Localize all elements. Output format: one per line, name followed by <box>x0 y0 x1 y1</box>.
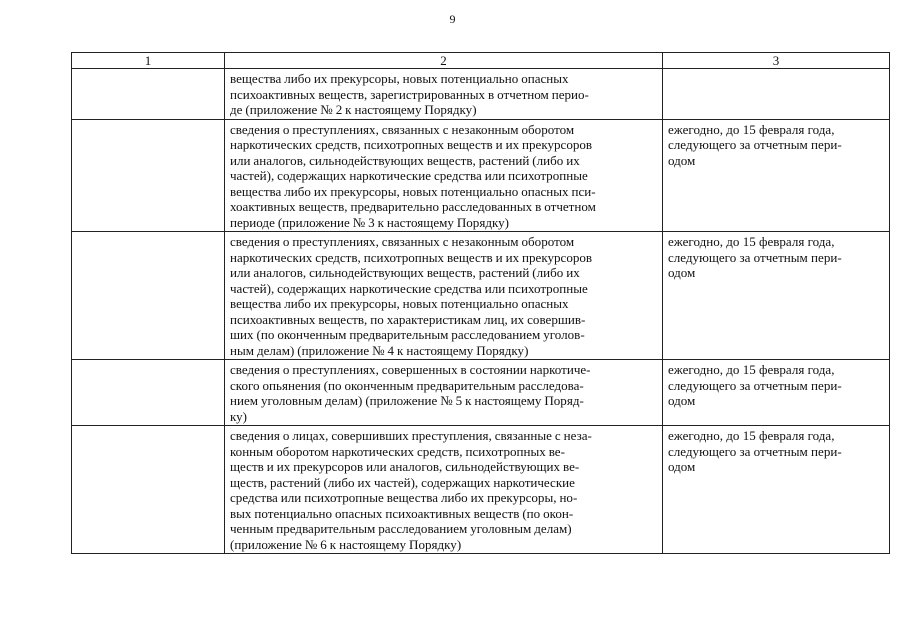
cell-deadline <box>663 69 890 120</box>
cell-col1 <box>72 69 225 120</box>
cell-col1 <box>72 360 225 426</box>
table-header-row <box>72 53 890 69</box>
page-number: 9 <box>449 12 456 26</box>
cell-col1 <box>72 119 225 232</box>
cell-deadline: ежегодно, до 15 февраля года, следующего за отчетным пери- одом <box>663 360 890 426</box>
cell-deadline: ежегодно, до 15 февраля года, следующего за отчетным пери- одом <box>663 426 890 554</box>
cell-deadline: ежегодно, до 15 февраля года, следующего за отчетным пери- одом <box>663 119 890 232</box>
table-row <box>72 69 890 120</box>
table-row <box>72 232 890 360</box>
cell-report-description: вещества либо их прекурсоры, новых потенциально опасных психоактивных веществ, зарегистрированных в отчетном перио- де (приложение № 2 к настоящему Порядку) <box>225 69 663 120</box>
cell-report-description: сведения о лицах, совершивших преступления, связанные с неза- конным оборотом наркотических средств, психотропных ве- ществ и их прекурсоров или аналогов, сильнодействующих ве- ществ, растений (либо их частей), содержащих наркотические средства или психотропные вещества либо их прекурсоры, но- вых потенциально опасных психоактивных веществ (по окон- ченным предварительным расследованием уголовным делам) (приложение № 6 к настоящему Порядку) <box>225 426 663 554</box>
cell-report-description: сведения о преступлениях, совершенных в состоянии наркотиче- ского опьянения (по оконченным предварительным расследова- нием уголовным делам) (приложение № 5 к настоящему Поряд- ку) <box>225 360 663 426</box>
schedule-table <box>71 52 890 554</box>
column-header-1: 1 <box>72 53 225 69</box>
cell-deadline: ежегодно, до 15 февраля года, следующего за отчетным пери- одом <box>663 232 890 360</box>
table-row <box>72 426 890 554</box>
table-row <box>72 119 890 232</box>
column-header-2: 2 <box>225 53 663 69</box>
table-row <box>72 360 890 426</box>
cell-report-description: сведения о преступлениях, связанных с незаконным оборотом наркотических средств, психотропных веществ и их прекурсоров или аналогов, сильнодействующих веществ, растений (либо их частей), содержащих наркотические средства или психотропные вещества либо их прекурсоры, новых потенциально опасных пси- хоактивных веществ, предварительно расследованных в отчетном периоде (приложение № 3 к настоящему Порядку) <box>225 119 663 232</box>
cell-col1 <box>72 426 225 554</box>
cell-col1 <box>72 232 225 360</box>
cell-report-description: сведения о преступлениях, связанных с незаконным оборотом наркотических средств, психотропных веществ и их прекурсоров или аналогов, сильнодействующих веществ, растений (либо их частей), содержащих наркотические средства или психотропные вещества либо их прекурсоры, новых потенциально опасных психоактивных веществ, по характеристикам лиц, их совершив- ших (по оконченным предварительным расследованием уголов- ным делам) (приложение № 4 к настоящему Порядку) <box>225 232 663 360</box>
column-header-3: 3 <box>663 53 890 69</box>
